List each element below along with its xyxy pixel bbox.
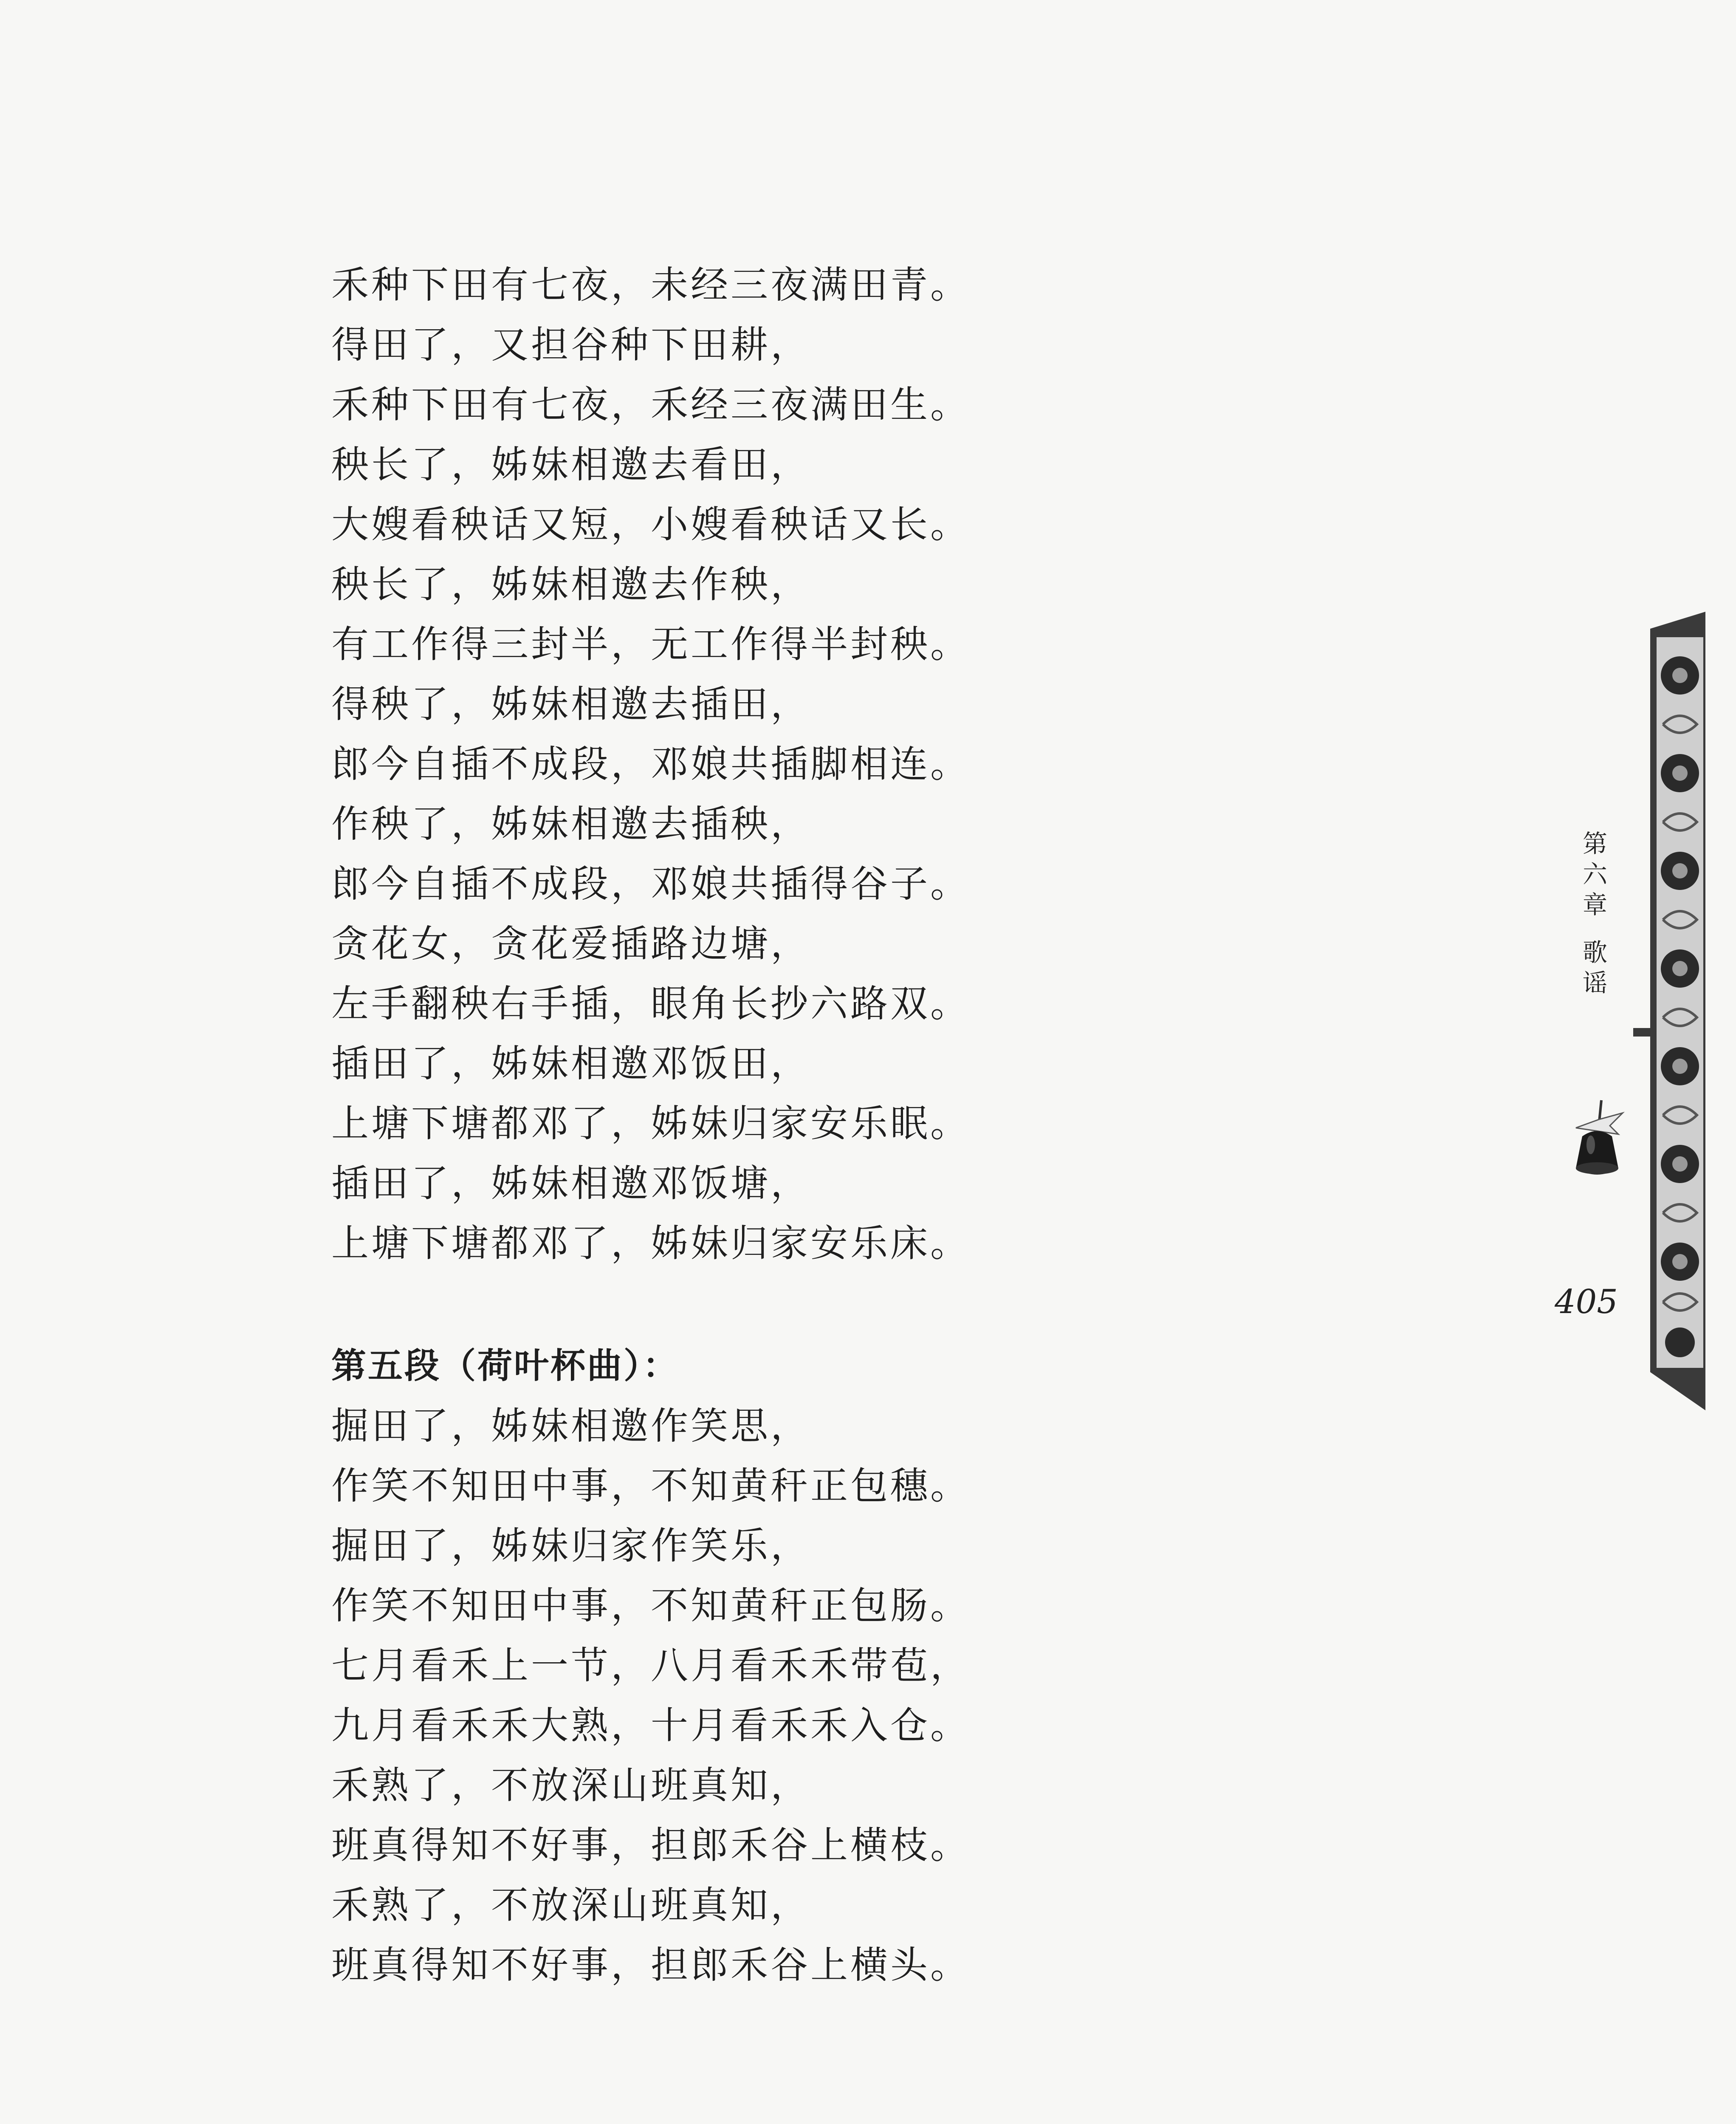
bell-icon: [1559, 1096, 1631, 1185]
poem-line: 贪花女，贪花爱插路边塘，: [331, 922, 811, 966]
chapter-char: 六: [1582, 860, 1607, 889]
section-heading: 第五段（荷叶杯曲）：: [331, 1346, 680, 1386]
poem-line: 七月看禾上一节，八月看禾禾带苞，: [331, 1644, 971, 1687]
poem-line: 左手翻秧右手插，眼角长抄六路双。: [331, 982, 971, 1025]
poem-line: 得田了，又担谷种下田耕，: [331, 323, 811, 367]
chapter-char: 第: [1582, 829, 1607, 858]
poem-line: 郎今自插不成段，邓娘共插脚相连。: [331, 742, 971, 786]
poem-line: 掘田了，姊妹归家作笑乐，: [331, 1524, 811, 1568]
poem-section-5: [331, 1396, 1351, 1995]
poem-line: 秧长了，姊妹相邀去看田，: [331, 443, 811, 486]
poem-line: 插田了，姊妹相邀邓饭田，: [331, 1042, 811, 1085]
poem-line: 禾熟了，不放深山班真知，: [331, 1883, 811, 1927]
poem-line: 班真得知不好事，担郎禾谷上横枝。: [331, 1823, 971, 1867]
poem-line: 插田了，姊妹相邀邓饭塘，: [331, 1161, 811, 1205]
chapter-running-head: [1572, 828, 1618, 998]
poem-line: 作秧了，姊妹相邀去插秧，: [331, 802, 811, 846]
section-gap: [331, 1273, 1351, 1336]
page-number: 405: [1555, 1283, 1618, 1321]
poem-section-4: [331, 255, 1351, 1273]
poem-line: 郎今自插不成段，邓娘共插得谷子。: [331, 862, 971, 906]
poem-line: 得秧了，姊妹相邀去插田，: [331, 682, 811, 726]
poem-line: 禾种下田有七夜，未经三夜满田青。: [331, 263, 971, 307]
poem-line: 上塘下塘都邓了，姊妹归家安乐眠。: [331, 1102, 971, 1145]
poem-line: 大嫂看秧话又短，小嫂看秧话又长。: [331, 503, 971, 546]
poem-line: 秧长了，姊妹相邀去作秧，: [331, 562, 811, 606]
ornamental-border: [1633, 612, 1705, 1410]
poem-line: 上塘下塘都邓了，姊妹归家安乐床。: [331, 1221, 971, 1265]
chapter-char: 谣: [1582, 969, 1607, 997]
poem-line: 有工作得三封半，无工作得半封秧。: [331, 622, 971, 666]
poem-line: 禾熟了，不放深山班真知，: [331, 1763, 811, 1807]
poem-line: 作笑不知田中事，不知黄秆正包肠。: [331, 1584, 971, 1627]
poem-line: 掘田了，姊妹相邀作笑思，: [331, 1404, 811, 1448]
chapter-char: 章: [1582, 890, 1607, 919]
poem-line: 九月看禾禾大熟，十月看禾禾入仓。: [331, 1703, 971, 1747]
poem-line: 禾种下田有七夜，禾经三夜满田生。: [331, 383, 971, 426]
poem-line: 班真得知不好事，担郎禾谷上横头。: [331, 1943, 971, 1987]
poem-body: [331, 255, 1351, 1995]
poem-line: 作笑不知田中事，不知黄秆正包穗。: [331, 1464, 971, 1508]
chapter-char: 歌: [1582, 938, 1607, 967]
